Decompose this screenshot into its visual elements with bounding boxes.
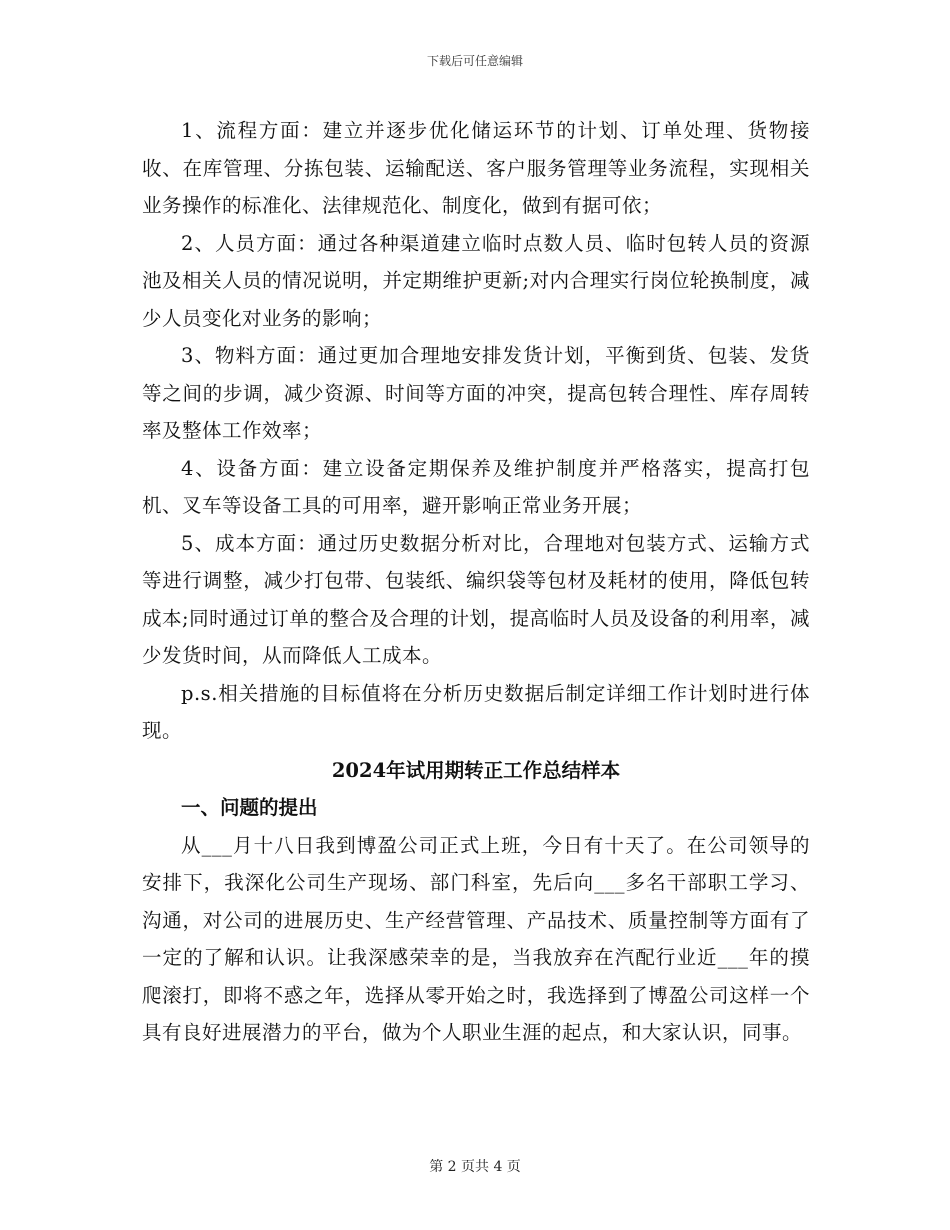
- section-heading: 一、问题的提出: [181, 796, 318, 819]
- page-footer: 第 2 页共 4 页: [429, 1159, 521, 1175]
- paragraph-materials: 3、物料方面：通过更加合理地安排发货计划，平衡到货、包装、发货等之间的步调，减少资源、时间等方面的冲突，提高包转合理性、库存周转率及整体工作效率；: [142, 344, 810, 442]
- paragraph-personnel: 2、人员方面：通过各种渠道建立临时点数人员、临时包转人员的资源池及相关人员的情况说明，并定期维护更新;对内合理实行岗位轮换制度，减少人员变化对业务的影响；: [142, 231, 810, 330]
- paragraph-process: 1、流程方面：建立并逐步优化储运环节的计划、订单处理、货物接收、在库管理、分拣包装、运输配送、客户服务管理等业务流程，实现相关业务操作的标准化、法律规范化、制度化，做到有据可依；: [142, 119, 810, 217]
- paragraph-equipment: 4、设备方面：建立设备定期保养及维护制度并严格落实，提高打包机、叉车等设备工具的可用率，避开影响正常业务开展；: [142, 456, 810, 517]
- page-header: 下载后可任意编辑: [426, 54, 523, 68]
- paragraph-ps-note: p.s.相关措施的目标值将在分析历史数据后制定详细工作计划时进行体现。: [142, 681, 810, 742]
- paragraph-introduction: 从___月十八日我到博盈公司正式上班，今日有十天了。在公司领导的安排下，我深化公司生产现场、部门科室，先后向___多名干部职工学习、沟通，对公司的进展历史、生产经营管理、产品技术、质量控制等方面有了一定的了解和认识。让我深感荣幸的是，当我放弃在汽配行业近___年的摸爬滚打，即将不惑之年，选择从零开始之时，我选择到了博盈公司这样一个具有良好进展潜力的平台，做为个人职业生涯的起点，和大家认识，同事。: [142, 833, 810, 1044]
- paragraph-cost: 5、成本方面：通过历史数据分析对比，合理地对包装方式、运输方式等进行调整，减少打包带、包装纸、编织袋等包材及耗材的使用，降低包转成本;同时通过订单的整合及合理的计划，提高临时人员及设备的利用率，减少发货时间，从而降低人工成本。: [142, 531, 810, 667]
- document-body: [142, 112, 810, 1052]
- document-title: 2024年试用期转正工作总结样本: [331, 758, 621, 782]
